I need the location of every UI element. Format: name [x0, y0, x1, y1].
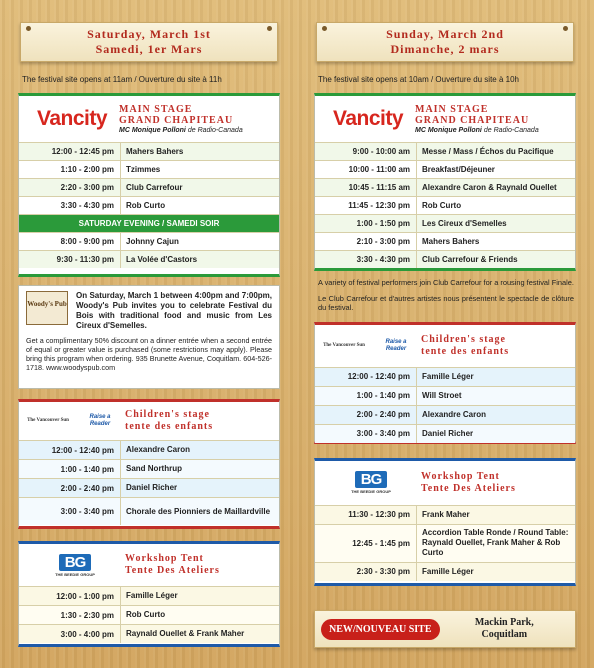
day-title-en: Saturday, March 1st	[87, 27, 211, 41]
schedule-row: 9:30 - 11:30 pm La Volée d'Castors	[19, 250, 279, 268]
schedule-row: 11:45 - 12:30 pm Rob Curto	[315, 196, 575, 214]
children-stage-header	[315, 325, 575, 367]
schedule-row: 2:30 - 3:30 pm Famille Léger	[315, 562, 575, 581]
workshop-tent-card	[314, 458, 576, 586]
day-title-fr: Samedi, 1er Mars	[95, 42, 203, 56]
beedie-group-logo: BG THE BEEDIE GROUP	[55, 553, 95, 577]
schedule-row: 12:00 - 12:40 pm Alexandre Caron	[19, 440, 279, 459]
schedule-row: 12:00 - 12:45 pm Mahers Bahers	[19, 142, 279, 160]
raise-a-reader-logo: Raise a Reader	[89, 414, 111, 427]
main-stage-header	[19, 96, 279, 142]
children-stage-card	[314, 322, 576, 444]
schedule-row: 10:45 - 11:15 am Alexandre Caron & Raynald Ouellet	[315, 178, 575, 196]
stage-title-fr: tente des enfants	[125, 421, 214, 432]
mc-credit: MC Monique Polloni de Radio-Canada	[119, 126, 243, 134]
schedule-table	[19, 440, 279, 525]
schedule-table	[315, 367, 575, 443]
saturday-column	[18, 0, 280, 647]
new-site-pill: NEW/NOUVEAU SITE	[321, 619, 440, 640]
schedule-table	[315, 142, 575, 268]
schedule-row: 2:10 - 3:00 pm Mahers Bahers	[315, 232, 575, 250]
raise-a-reader-logo: Raise a Reader	[385, 338, 407, 352]
schedule-row: 12:00 - 1:00 pm Famille Léger	[19, 586, 279, 605]
schedule-row: 1:00 - 1:40 pm Will Stroet	[315, 386, 575, 405]
site-opening-notice: The festival site opens at 10am / Ouverture du site à 10h	[318, 75, 519, 84]
schedule-row: 10:00 - 11:00 am Breakfast/Déjeuner	[315, 160, 575, 178]
stage-title-fr: tente des enfants	[421, 345, 510, 357]
schedule-row: 3:00 - 3:40 pm Chorale des Pionniers de Maillardville	[19, 497, 279, 525]
children-stage-header	[19, 402, 279, 440]
finale-text-fr: Le Club Carrefour et d'autres artistes nous présentent le spectacle de clôture du festival.	[318, 293, 574, 312]
main-stage-header	[315, 96, 575, 142]
woodys-pub-logo: Woody's Pub	[26, 291, 68, 325]
stage-title-en: Children's stage	[421, 333, 506, 345]
schedule-row: 3:30 - 4:30 pm Club Carrefour & Friends	[315, 250, 575, 268]
schedule-row: 12:45 - 1:45 pm Accordion Table Ronde / Round Table: Raynald Ouellet, Frank Maher & Rob Curto	[315, 524, 575, 562]
schedule-row: 2:00 - 2:40 pm Alexandre Caron	[315, 405, 575, 424]
tack-icon	[322, 26, 327, 31]
schedule-row: 1:00 - 1:50 pm Les Cireux d'Semelles	[315, 214, 575, 232]
schedule-table	[19, 142, 279, 268]
stage-title-en: Workshop Tent	[125, 553, 204, 564]
schedule-row: 1:10 - 2:00 pm Tzimmes	[19, 160, 279, 178]
schedule-row: 3:00 - 3:40 pm Daniel Richer	[315, 424, 575, 443]
sunday-banner	[316, 22, 574, 62]
workshop-tent-card	[18, 541, 280, 647]
finale-text-en: A variety of festival performers join Club Carrefour for a rousing festival Finale.	[318, 278, 574, 287]
schedule-row: 3:00 - 4:00 pm Raynald Ouellet & Frank Maher	[19, 624, 279, 643]
pub-discount-text: Get a complimentary 50% discount on a dinner entrée when a second entrée of equal or greater value is purchased (some restrictions may apply). Please bring this program when ordering. 935 Brunette Avenue, Coquitlam. 604-526-1718. www.woodyspub.com	[26, 336, 272, 372]
stage-title-en: MAIN STAGE	[119, 103, 193, 115]
stage-title-fr: GRAND CHAPITEAU	[119, 114, 234, 126]
vancity-logo: Vancity	[332, 107, 404, 130]
schedule-row: 1:00 - 1:40 pm Sand Northrup	[19, 459, 279, 478]
day-title-en: Sunday, March 2nd	[386, 27, 504, 41]
schedule-table	[19, 586, 279, 643]
schedule-row: 8:00 - 9:00 pm Johnny Cajun	[19, 232, 279, 250]
stage-title-fr: GRAND CHAPITEAU	[415, 114, 530, 126]
tack-icon	[267, 26, 272, 31]
tack-icon	[563, 26, 568, 31]
schedule-row: 12:00 - 12:40 pm Famille Léger	[315, 367, 575, 386]
new-site-banner	[314, 610, 576, 648]
schedule-table	[315, 505, 575, 581]
beedie-group-logo: BG THE BEEDIE GROUP	[351, 471, 391, 494]
schedule-row: 2:20 - 3:00 pm Club Carrefour	[19, 178, 279, 196]
schedule-row: 1:30 - 2:30 pm Rob Curto	[19, 605, 279, 624]
children-stage-card	[18, 399, 280, 529]
venue-location: Mackin Park, Coquitlam	[474, 617, 534, 640]
workshop-header	[19, 544, 279, 586]
day-title-fr: Dimanche, 2 mars	[390, 42, 500, 56]
mc-credit: MC Monique Polloni de Radio-Canada	[415, 126, 539, 134]
stage-title-en: Workshop Tent	[421, 470, 500, 482]
vancouver-sun-logo: The Vancouver Sun	[27, 418, 69, 423]
stage-title-fr: Tente Des Ateliers	[421, 482, 516, 494]
schedule-row: 3:30 - 4:30 pm Rob Curto	[19, 196, 279, 214]
stage-title-en: MAIN STAGE	[415, 103, 489, 115]
stage-title-fr: Tente Des Ateliers	[125, 565, 220, 576]
sunday-column	[314, 0, 576, 586]
schedule-row: 11:30 - 12:30 pm Frank Maher	[315, 505, 575, 524]
saturday-banner	[20, 22, 278, 62]
workshop-header	[315, 461, 575, 505]
woodys-pub-promo	[18, 285, 280, 389]
schedule-row: 9:00 - 10:00 am Messe / Mass / Échos du Pacifique	[315, 142, 575, 160]
site-opening-notice: The festival site opens at 11am / Ouverture du site à 11h	[22, 75, 222, 84]
tack-icon	[26, 26, 31, 31]
stage-title-en: Children's stage	[125, 409, 210, 420]
pub-invite-text: On Saturday, March 1 between 4:00pm and 7:00pm, Woody's Pub invites you to celebrate Festival du Bois with traditional food and music from Les Cireux d'Semelles.	[76, 291, 272, 330]
vancouver-sun-logo: The Vancouver Sun	[323, 342, 365, 348]
vancity-logo: Vancity	[36, 107, 108, 130]
main-stage-card	[18, 93, 280, 277]
main-stage-card	[314, 93, 576, 271]
evening-header: SATURDAY EVENING / SAMEDI SOIR	[19, 214, 279, 232]
schedule-row: 2:00 - 2:40 pm Daniel Richer	[19, 478, 279, 497]
